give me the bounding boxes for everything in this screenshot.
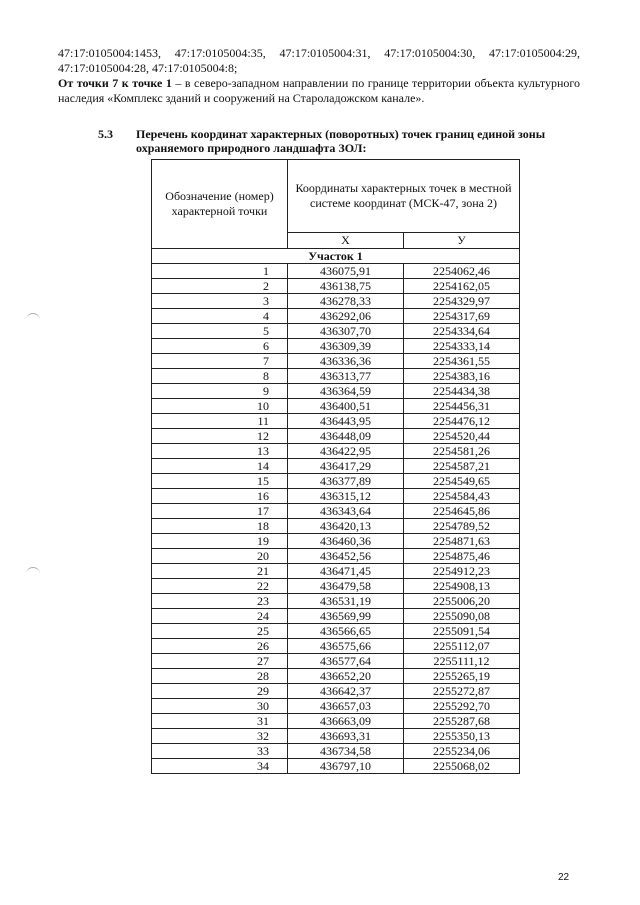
table-row bbox=[152, 309, 520, 324]
table-row bbox=[152, 534, 520, 549]
table-row bbox=[152, 384, 520, 399]
y-coordinate-cell: 2254333,14 bbox=[404, 339, 520, 354]
table-row bbox=[152, 594, 520, 609]
point-number-cell: 1 bbox=[152, 264, 288, 279]
point-number-cell: 19 bbox=[152, 534, 288, 549]
x-coordinate-cell: 436278,33 bbox=[288, 294, 404, 309]
scan-mark bbox=[26, 313, 40, 322]
point-number-cell: 32 bbox=[152, 729, 288, 744]
intro-block bbox=[58, 46, 580, 106]
x-coordinate-cell: 436400,51 bbox=[288, 399, 404, 414]
table-row bbox=[152, 504, 520, 519]
table-row bbox=[152, 549, 520, 564]
table-row bbox=[152, 669, 520, 684]
x-coordinate-cell: 436138,75 bbox=[288, 279, 404, 294]
y-coordinate-cell: 2254645,86 bbox=[404, 504, 520, 519]
y-coordinate-cell: 2255287,68 bbox=[404, 714, 520, 729]
y-coordinate-cell: 2254908,13 bbox=[404, 579, 520, 594]
point-number-cell: 15 bbox=[152, 474, 288, 489]
segment-text: – в северо-западном направлении по границе территории объекта культурного наследия «Комплекс зданий и сооружений на Староладожском канале». bbox=[58, 76, 580, 105]
x-coordinate-cell: 436309,39 bbox=[288, 339, 404, 354]
table-row bbox=[152, 714, 520, 729]
x-coordinate-cell: 436566,65 bbox=[288, 624, 404, 639]
coordinates-table bbox=[151, 159, 520, 774]
x-coordinate-cell: 436531,19 bbox=[288, 594, 404, 609]
y-coordinate-cell: 2255006,20 bbox=[404, 594, 520, 609]
point-number-cell: 27 bbox=[152, 654, 288, 669]
table-row bbox=[152, 699, 520, 714]
x-coordinate-cell: 436577,64 bbox=[288, 654, 404, 669]
table-row bbox=[152, 429, 520, 444]
y-coordinate-cell: 2254317,69 bbox=[404, 309, 520, 324]
table-row bbox=[152, 759, 520, 774]
table-row bbox=[152, 339, 520, 354]
table-row bbox=[152, 609, 520, 624]
y-coordinate-cell: 2254334,64 bbox=[404, 324, 520, 339]
x-coordinate-cell: 436364,59 bbox=[288, 384, 404, 399]
point-number-cell: 3 bbox=[152, 294, 288, 309]
y-coordinate-cell: 2255292,70 bbox=[404, 699, 520, 714]
point-number-cell: 12 bbox=[152, 429, 288, 444]
x-coordinate-cell: 436471,45 bbox=[288, 564, 404, 579]
table-row bbox=[152, 369, 520, 384]
header-y: У bbox=[404, 233, 520, 249]
header-point-number: Обозначение (номер) характерной точки bbox=[152, 160, 288, 249]
x-coordinate-cell: 436452,56 bbox=[288, 549, 404, 564]
y-coordinate-cell: 2255068,02 bbox=[404, 759, 520, 774]
section-title: Перечень координат характерных (поворотных) точек границ единой зоны охраняемого природного ландшафта ЗОЛ: bbox=[136, 127, 546, 155]
x-coordinate-cell: 436663,09 bbox=[288, 714, 404, 729]
point-number-cell: 2 bbox=[152, 279, 288, 294]
point-number-cell: 16 bbox=[152, 489, 288, 504]
y-coordinate-cell: 2255111,12 bbox=[404, 654, 520, 669]
y-coordinate-cell: 2254434,38 bbox=[404, 384, 520, 399]
cadastral-numbers: 47:17:0105004:1453, 47:17:0105004:35, 47:17:0105004:31, 47:17:0105004:30, 47:17:0105004:29, 47:17:0105004:28, 47:17:0105004:8; bbox=[58, 46, 580, 75]
table-row bbox=[152, 684, 520, 699]
table-row bbox=[152, 639, 520, 654]
table-row bbox=[152, 729, 520, 744]
x-coordinate-cell: 436569,99 bbox=[288, 609, 404, 624]
y-coordinate-cell: 2254871,63 bbox=[404, 534, 520, 549]
table-row bbox=[152, 294, 520, 309]
table-row bbox=[152, 519, 520, 534]
x-coordinate-cell: 436448,09 bbox=[288, 429, 404, 444]
y-coordinate-cell: 2254549,65 bbox=[404, 474, 520, 489]
y-coordinate-cell: 2254912,23 bbox=[404, 564, 520, 579]
point-number-cell: 4 bbox=[152, 309, 288, 324]
segment-label: От точки 7 к точке 1 bbox=[58, 76, 172, 90]
point-number-cell: 20 bbox=[152, 549, 288, 564]
point-number-cell: 17 bbox=[152, 504, 288, 519]
segment-description bbox=[58, 76, 580, 106]
x-coordinate-cell: 436343,64 bbox=[288, 504, 404, 519]
x-coordinate-cell: 436377,89 bbox=[288, 474, 404, 489]
point-number-cell: 29 bbox=[152, 684, 288, 699]
point-number-cell: 26 bbox=[152, 639, 288, 654]
x-coordinate-cell: 436443,95 bbox=[288, 414, 404, 429]
point-number-cell: 5 bbox=[152, 324, 288, 339]
section-number: 5.3 bbox=[98, 127, 113, 141]
x-coordinate-cell: 436693,31 bbox=[288, 729, 404, 744]
table-row bbox=[152, 489, 520, 504]
point-number-cell: 7 bbox=[152, 354, 288, 369]
table-row bbox=[152, 324, 520, 339]
page-number: 22 bbox=[558, 872, 570, 883]
table-row bbox=[152, 279, 520, 294]
point-number-cell: 21 bbox=[152, 564, 288, 579]
point-number-cell: 31 bbox=[152, 714, 288, 729]
table-row bbox=[152, 444, 520, 459]
y-coordinate-cell: 2255091,54 bbox=[404, 624, 520, 639]
y-coordinate-cell: 2254875,46 bbox=[404, 549, 520, 564]
y-coordinate-cell: 2254581,26 bbox=[404, 444, 520, 459]
table-row bbox=[152, 264, 520, 279]
y-coordinate-cell: 2254789,52 bbox=[404, 519, 520, 534]
point-number-cell: 30 bbox=[152, 699, 288, 714]
y-coordinate-cell: 2255112,07 bbox=[404, 639, 520, 654]
section-row-label: Участок 1 bbox=[152, 249, 520, 264]
table-row bbox=[152, 654, 520, 669]
table-row bbox=[152, 459, 520, 474]
point-number-cell: 22 bbox=[152, 579, 288, 594]
point-number-cell: 11 bbox=[152, 414, 288, 429]
y-coordinate-cell: 2254587,21 bbox=[404, 459, 520, 474]
x-coordinate-cell: 436460,36 bbox=[288, 534, 404, 549]
point-number-cell: 10 bbox=[152, 399, 288, 414]
table-row bbox=[152, 744, 520, 759]
point-number-cell: 8 bbox=[152, 369, 288, 384]
table-row bbox=[152, 414, 520, 429]
y-coordinate-cell: 2254456,31 bbox=[404, 399, 520, 414]
y-coordinate-cell: 2254162,05 bbox=[404, 279, 520, 294]
x-coordinate-cell: 436336,36 bbox=[288, 354, 404, 369]
x-coordinate-cell: 436652,20 bbox=[288, 669, 404, 684]
y-coordinate-cell: 2255265,19 bbox=[404, 669, 520, 684]
y-coordinate-cell: 2255350,13 bbox=[404, 729, 520, 744]
y-coordinate-cell: 2255234,06 bbox=[404, 744, 520, 759]
y-coordinate-cell: 2254520,44 bbox=[404, 429, 520, 444]
table-row bbox=[152, 474, 520, 489]
table-row bbox=[152, 624, 520, 639]
x-coordinate-cell: 436292,06 bbox=[288, 309, 404, 324]
point-number-cell: 14 bbox=[152, 459, 288, 474]
point-number-cell: 28 bbox=[152, 669, 288, 684]
x-coordinate-cell: 436075,91 bbox=[288, 264, 404, 279]
x-coordinate-cell: 436642,37 bbox=[288, 684, 404, 699]
point-number-cell: 23 bbox=[152, 594, 288, 609]
point-number-cell: 13 bbox=[152, 444, 288, 459]
x-coordinate-cell: 436734,58 bbox=[288, 744, 404, 759]
x-coordinate-cell: 436797,10 bbox=[288, 759, 404, 774]
y-coordinate-cell: 2254361,55 bbox=[404, 354, 520, 369]
x-coordinate-cell: 436313,77 bbox=[288, 369, 404, 384]
point-number-cell: 33 bbox=[152, 744, 288, 759]
table-row bbox=[152, 564, 520, 579]
x-coordinate-cell: 436575,66 bbox=[288, 639, 404, 654]
table-row bbox=[152, 399, 520, 414]
header-x: X bbox=[288, 233, 404, 249]
x-coordinate-cell: 436657,03 bbox=[288, 699, 404, 714]
x-coordinate-cell: 436417,29 bbox=[288, 459, 404, 474]
x-coordinate-cell: 436420,13 bbox=[288, 519, 404, 534]
y-coordinate-cell: 2254476,12 bbox=[404, 414, 520, 429]
y-coordinate-cell: 2255272,87 bbox=[404, 684, 520, 699]
x-coordinate-cell: 436307,70 bbox=[288, 324, 404, 339]
header-coordinates: Координаты характерных точек в местной системе координат (МСК-47, зона 2) bbox=[288, 160, 520, 233]
point-number-cell: 6 bbox=[152, 339, 288, 354]
x-coordinate-cell: 436422,95 bbox=[288, 444, 404, 459]
y-coordinate-cell: 2254383,16 bbox=[404, 369, 520, 384]
table-row bbox=[152, 579, 520, 594]
point-number-cell: 18 bbox=[152, 519, 288, 534]
point-number-cell: 9 bbox=[152, 384, 288, 399]
point-number-cell: 24 bbox=[152, 609, 288, 624]
point-number-cell: 34 bbox=[152, 759, 288, 774]
table-row bbox=[152, 354, 520, 369]
y-coordinate-cell: 2254584,43 bbox=[404, 489, 520, 504]
x-coordinate-cell: 436315,12 bbox=[288, 489, 404, 504]
y-coordinate-cell: 2254062,46 bbox=[404, 264, 520, 279]
x-coordinate-cell: 436479,58 bbox=[288, 579, 404, 594]
y-coordinate-cell: 2254329,97 bbox=[404, 294, 520, 309]
scan-mark bbox=[26, 567, 40, 576]
point-number-cell: 25 bbox=[152, 624, 288, 639]
y-coordinate-cell: 2255090,08 bbox=[404, 609, 520, 624]
